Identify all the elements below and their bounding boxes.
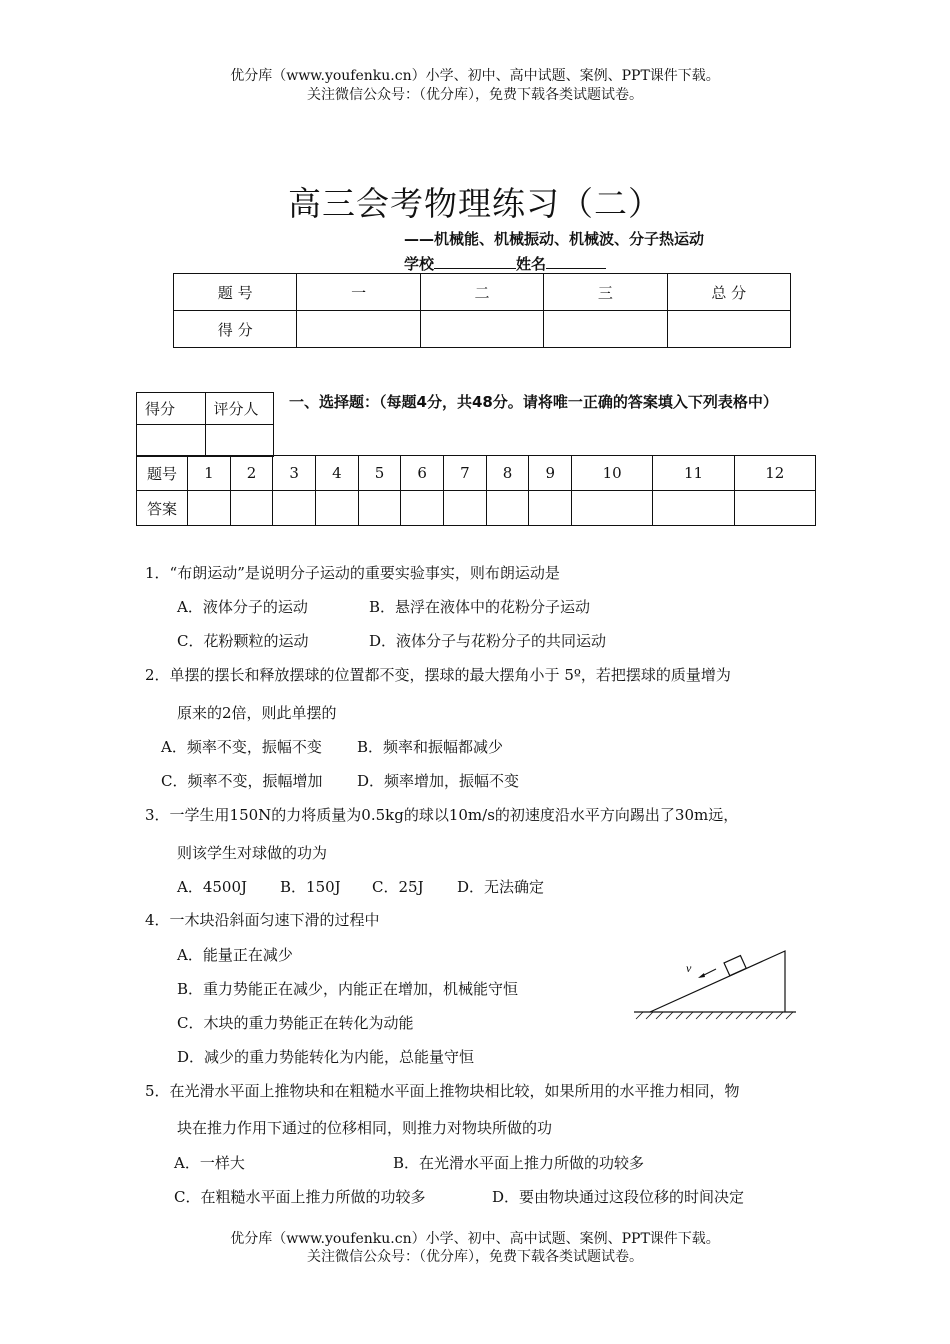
question-3-option-d[interactable]: D．无法确定 [457, 878, 545, 896]
score-cell[interactable] [667, 311, 790, 348]
school-name-line [404, 253, 606, 274]
answer-cell[interactable] [572, 491, 653, 526]
grader-score-label: 得分 [137, 393, 206, 425]
question-2-option-c[interactable]: C．频率不变，振幅增加 [161, 772, 323, 790]
question-5-option-d[interactable]: D．要由物块通过这段位移的时间决定 [492, 1188, 745, 1206]
school-label: 学校 [404, 255, 435, 273]
score-cell[interactable] [544, 311, 667, 348]
question-2-stem-cont: 原来的2倍，则此单摆的 [177, 704, 337, 722]
score-header-cell: 一 [297, 274, 420, 311]
question-2-option-a[interactable]: A．频率不变，振幅不变 [161, 738, 322, 756]
question-2-stem: 2．单摆的摆长和释放摆球的位置都不变，摆球的最大摆角小于 5º，若把摆球的质量增为 [145, 666, 731, 684]
score-row-label: 得 分 [174, 311, 297, 348]
answer-row-label: 题号 [137, 456, 188, 491]
grader-box [136, 392, 274, 457]
velocity-label: v [686, 961, 692, 975]
question-5-stem-cont: 块在推力作用下通过的位移相同，则推力对物块所做的功 [177, 1119, 553, 1137]
grader-name-cell[interactable] [205, 425, 274, 457]
ground-hatching [636, 1012, 793, 1019]
question-number: 4 [316, 456, 359, 491]
score-table [173, 273, 791, 348]
answer-cell[interactable] [734, 491, 815, 526]
header-line-2: 关注微信公众号：（优分库），免费下载各类试题试卷。 [307, 87, 643, 103]
question-4-option-a[interactable]: A．能量正在减少 [177, 946, 293, 964]
question-4-option-b[interactable]: B．重力势能正在减少，内能正在增加，机械能守恒 [177, 980, 519, 998]
name-blank[interactable] [546, 253, 606, 269]
answer-cell[interactable] [486, 491, 529, 526]
question-1-option-d[interactable]: D．液体分子与花粉分子的共同运动 [369, 632, 607, 650]
question-number: 3 [273, 456, 316, 491]
wooden-block [724, 956, 746, 976]
question-5-stem: 5．在光滑水平面上推物块和在粗糙水平面上推物块相比较，如果所用的水平推力相同，物 [145, 1082, 740, 1100]
question-number: 11 [653, 456, 734, 491]
question-2-option-d[interactable]: D．频率增加，振幅不变 [357, 772, 520, 790]
answer-cell[interactable] [273, 491, 316, 526]
name-label: 姓名 [516, 255, 547, 273]
answer-cell[interactable] [653, 491, 734, 526]
incline-figure [628, 944, 798, 1024]
question-number: 12 [734, 456, 815, 491]
subtitle: ——机械能、机械振动、机械波、分子热运动 [404, 230, 705, 248]
question-number: 8 [486, 456, 529, 491]
score-header-cell: 二 [420, 274, 543, 311]
question-number: 7 [444, 456, 487, 491]
score-header-cell: 总 分 [667, 274, 790, 311]
answer-cell[interactable] [401, 491, 444, 526]
answer-cell[interactable] [230, 491, 273, 526]
score-header-cell: 题 号 [174, 274, 297, 311]
score-cell[interactable] [420, 311, 543, 348]
answer-cell[interactable] [316, 491, 359, 526]
answer-cell[interactable] [188, 491, 231, 526]
question-number: 2 [230, 456, 273, 491]
question-number: 10 [572, 456, 653, 491]
question-3-option-a[interactable]: A．4500J [177, 878, 248, 896]
question-1-stem: 1．“布朗运动”是说明分子运动的重要实验事实，则布朗运动是 [145, 564, 560, 582]
question-number: 9 [529, 456, 572, 491]
header-line-1: 优分库（www.youfenku.cn）小学、初中、高中试题、案例、PPT课件下载。 [230, 68, 720, 84]
question-5-option-a[interactable]: A．一样大 [174, 1154, 245, 1172]
answer-cell[interactable] [444, 491, 487, 526]
footer-line-2: 关注微信公众号：（优分库），免费下载各类试题试卷。 [307, 1249, 643, 1265]
question-number: 5 [358, 456, 401, 491]
grader-label: 评分人 [205, 393, 274, 425]
grader-score-cell[interactable] [137, 425, 206, 457]
question-2-option-b[interactable]: B．频率和振幅都减少 [357, 738, 504, 756]
question-4-option-c[interactable]: C．木块的重力势能正在转化为动能 [177, 1014, 414, 1032]
question-3-option-c[interactable]: C．25J [372, 878, 424, 896]
question-5-option-c[interactable]: C．在粗糙水平面上推力所做的功较多 [174, 1188, 426, 1206]
question-4-option-d[interactable]: D．减少的重力势能转化为内能，总能量守恒 [177, 1048, 475, 1066]
question-1-option-a[interactable]: A．液体分子的运动 [177, 598, 308, 616]
answer-cell[interactable] [529, 491, 572, 526]
question-number: 1 [188, 456, 231, 491]
answer-table [136, 455, 816, 526]
section-1-heading: 一、选择题：（每题4分，共48分。请将唯一正确的答案填入下列表格中） [289, 393, 778, 411]
question-3-stem: 3．一学生用150N的力将质量为0.5kg的球以10m/s的初速度沿水平方向踢出了30m远， [145, 806, 739, 824]
footer-line-1: 优分库（www.youfenku.cn）小学、初中、高中试题、案例、PPT课件下载。 [230, 1231, 720, 1247]
question-4-stem: 4．一木块沿斜面匀速下滑的过程中 [145, 911, 380, 929]
score-cell[interactable] [297, 311, 420, 348]
question-number: 6 [401, 456, 444, 491]
school-blank[interactable] [434, 253, 516, 269]
answer-row-label: 答案 [137, 491, 188, 526]
question-1-option-b[interactable]: B．悬浮在液体中的花粉分子运动 [369, 598, 591, 616]
page-title: 高三会考物理练习（二） [288, 184, 662, 223]
answer-cell[interactable] [358, 491, 401, 526]
question-1-option-c[interactable]: C．花粉颗粒的运动 [177, 632, 309, 650]
question-5-option-b[interactable]: B．在光滑水平面上推力所做的功较多 [393, 1154, 645, 1172]
incline-slope [650, 951, 785, 1012]
question-3-option-b[interactable]: B．150J [280, 878, 341, 896]
velocity-arrowhead [698, 973, 705, 978]
score-header-cell: 三 [544, 274, 667, 311]
question-3-stem-cont: 则该学生对球做的功为 [177, 844, 328, 862]
